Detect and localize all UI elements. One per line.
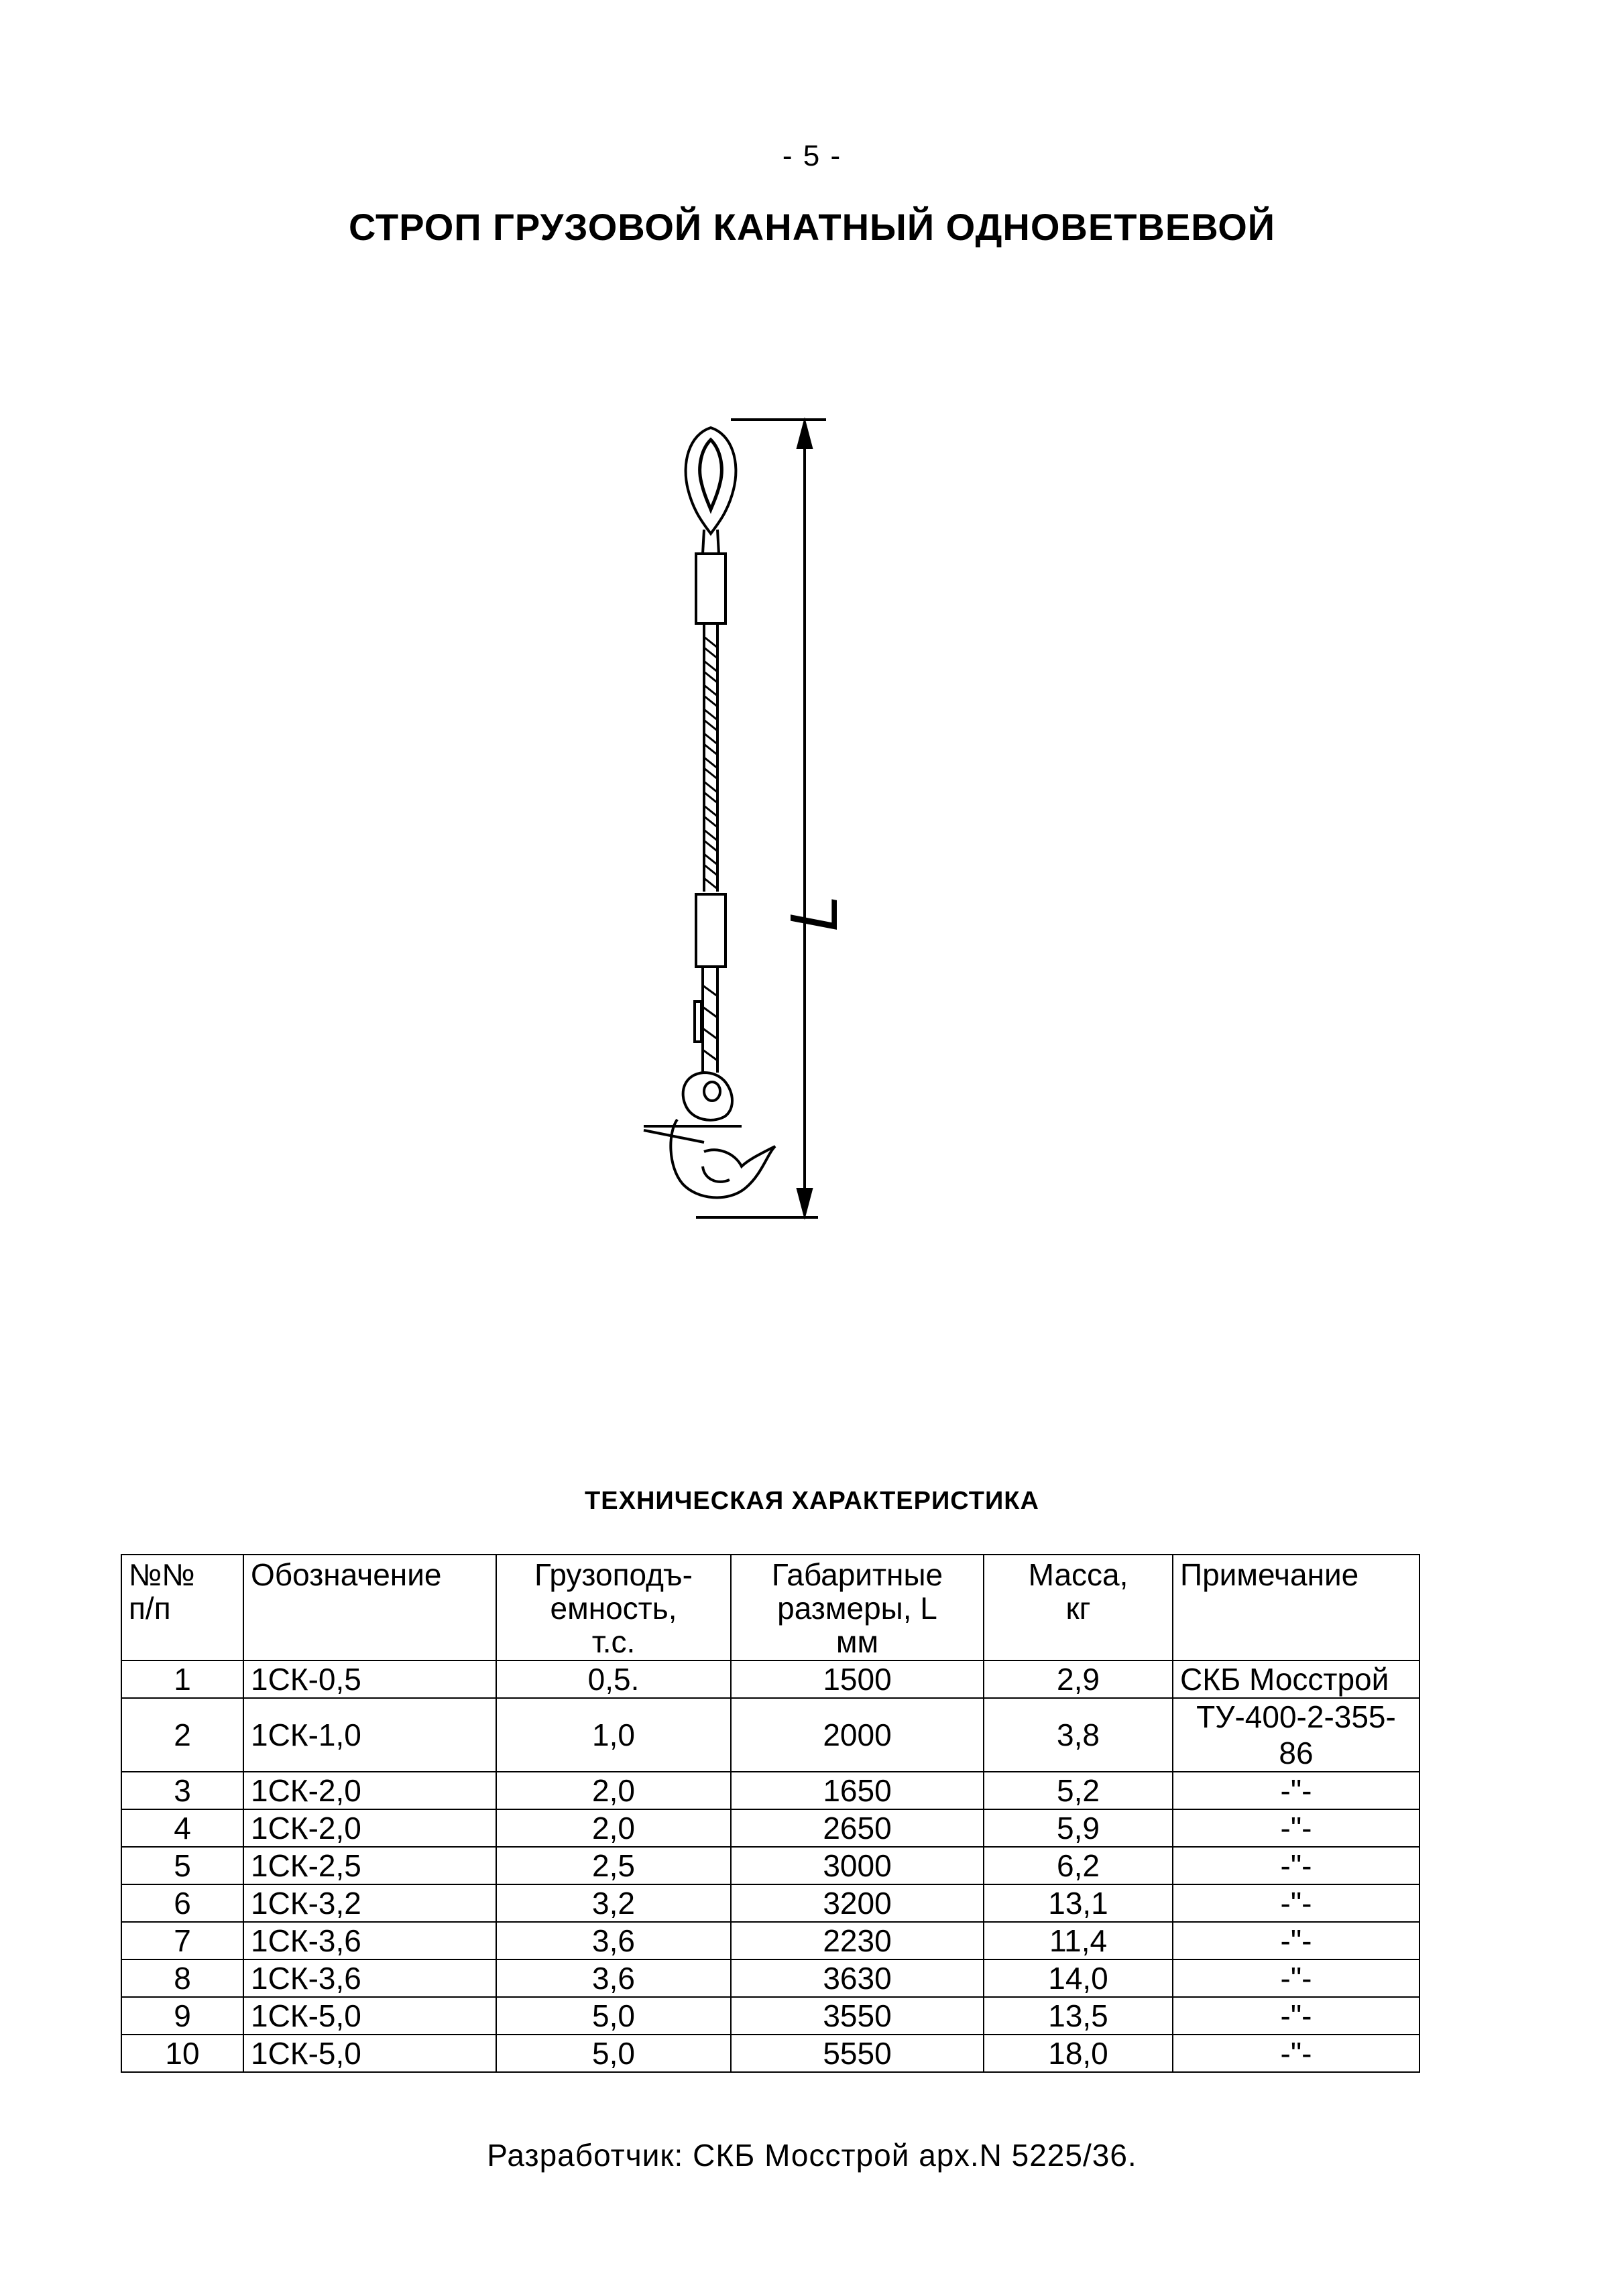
cell-number: 10 (121, 2035, 243, 2072)
cell-note: СКБ Мосстрой (1173, 1660, 1419, 1698)
table-row (121, 1997, 1419, 2035)
document-title: СТРОП ГРУЗОВОЙ КАНАТНЫЙ ОДНОВЕТВЕВОЙ (348, 206, 1276, 248)
cell-designation: 1СК-3,6 (243, 1959, 496, 1997)
section-title: ТЕХНИЧЕСКАЯ ХАРАКТЕРИСТИКА (585, 1487, 1039, 1515)
cell-designation: 1СК-2,0 (243, 1809, 496, 1847)
cell-number: 6 (121, 1884, 243, 1922)
header-capacity: Грузоподъ- емность, т.с. (496, 1555, 731, 1660)
cell-number: 3 (121, 1772, 243, 1809)
sling-drawing (603, 396, 872, 1240)
cell-capacity: 2,0 (496, 1772, 731, 1809)
cell-note: -"- (1173, 1772, 1419, 1809)
cell-dimensions: 3630 (731, 1959, 984, 1997)
table-row (121, 1959, 1419, 1997)
cell-mass: 13,5 (984, 1997, 1173, 2035)
cell-number: 2 (121, 1698, 243, 1772)
developer-footer: Разработчик: СКБ Мосстрой арх.N 5225/36. (487, 2138, 1137, 2173)
cell-designation: 1СК-0,5 (243, 1660, 496, 1698)
cell-capacity: 5,0 (496, 2035, 731, 2072)
cell-capacity: 2,0 (496, 1809, 731, 1847)
cell-mass: 5,2 (984, 1772, 1173, 1809)
eye-rope-left (703, 530, 704, 554)
cell-capacity: 3,6 (496, 1922, 731, 1959)
cell-capacity: 3,6 (496, 1959, 731, 1997)
cell-capacity: 5,0 (496, 1997, 731, 2035)
cell-note: -"- (1173, 2035, 1419, 2072)
table-row (121, 1847, 1419, 1884)
cell-dimensions: 1500 (731, 1660, 984, 1698)
hook-hatch-bottom (644, 1130, 704, 1142)
dimension-arrow-bottom (798, 1189, 811, 1215)
header-number: №№ п/п (121, 1555, 243, 1660)
cell-number: 9 (121, 1997, 243, 2035)
table-row (121, 1660, 1419, 1698)
header-designation: Обозначение (243, 1555, 496, 1660)
table-row (121, 1772, 1419, 1809)
dimension-label-l: L (776, 894, 852, 932)
upper-sleeve (696, 554, 726, 623)
cell-designation: 1СК-3,2 (243, 1884, 496, 1922)
cell-dimensions: 2000 (731, 1698, 984, 1772)
cell-designation: 1СК-2,5 (243, 1847, 496, 1884)
cell-designation: 1СК-1,0 (243, 1698, 496, 1772)
cell-mass: 6,2 (984, 1847, 1173, 1884)
hook-eye-hole (704, 1082, 720, 1101)
eye-rope-right (717, 530, 719, 554)
hook-shank-plate (695, 1002, 701, 1042)
cell-mass: 2,9 (984, 1660, 1173, 1698)
cell-dimensions: 5550 (731, 2035, 984, 2072)
cell-note: -"- (1173, 1809, 1419, 1847)
cell-dimensions: 1650 (731, 1772, 984, 1809)
cell-dimensions: 3200 (731, 1884, 984, 1922)
cell-dimensions: 2230 (731, 1922, 984, 1959)
cell-dimensions: 3550 (731, 1997, 984, 2035)
cell-designation: 1СК-2,0 (243, 1772, 496, 1809)
cell-number: 8 (121, 1959, 243, 1997)
rope-strands (704, 637, 717, 889)
cell-dimensions: 2650 (731, 1809, 984, 1847)
cell-capacity: 0,5. (496, 1660, 731, 1698)
table-row (121, 1884, 1419, 1922)
cell-mass: 5,9 (984, 1809, 1173, 1847)
hook-eye (683, 1073, 732, 1120)
cell-mass: 13,1 (984, 1884, 1173, 1922)
cell-dimensions: 3000 (731, 1847, 984, 1884)
cell-number: 5 (121, 1847, 243, 1884)
cell-designation: 1СК-3,6 (243, 1922, 496, 1959)
cell-note: -"- (1173, 1884, 1419, 1922)
cell-mass: 11,4 (984, 1922, 1173, 1959)
thimble-outer (686, 428, 736, 534)
table-row (121, 1922, 1419, 1959)
cell-note: -"- (1173, 1997, 1419, 2035)
specifications-table (121, 1554, 1420, 2073)
header-note: Примечание (1173, 1555, 1419, 1660)
cell-capacity: 3,2 (496, 1884, 731, 1922)
lower-sleeve (696, 894, 726, 967)
dimension-arrow-top (798, 422, 811, 448)
page-number: - 5 - (782, 139, 842, 172)
table-row (121, 2035, 1419, 2072)
hook-body (671, 1120, 775, 1197)
table-row (121, 1809, 1419, 1847)
cell-note: -"- (1173, 1959, 1419, 1997)
thimble-inner (700, 440, 722, 509)
header-dimensions: Габаритные размеры, L мм (731, 1555, 984, 1660)
cell-note: -"- (1173, 1847, 1419, 1884)
table-header-row (121, 1555, 1419, 1660)
cell-mass: 14,0 (984, 1959, 1173, 1997)
cell-designation: 1СК-5,0 (243, 1997, 496, 2035)
cell-number: 7 (121, 1922, 243, 1959)
cell-capacity: 1,0 (496, 1698, 731, 1772)
cell-note: -"- (1173, 1922, 1419, 1959)
table-row (121, 1698, 1419, 1772)
cell-number: 4 (121, 1809, 243, 1847)
hook-inner-curve (703, 1166, 730, 1182)
cell-number: 1 (121, 1660, 243, 1698)
cell-mass: 3,8 (984, 1698, 1173, 1772)
cell-designation: 1СК-5,0 (243, 2035, 496, 2072)
cell-note: ТУ-400-2-355-86 (1173, 1698, 1419, 1772)
cell-mass: 18,0 (984, 2035, 1173, 2072)
header-mass: Масса, кг (984, 1555, 1173, 1660)
cell-capacity: 2,5 (496, 1847, 731, 1884)
